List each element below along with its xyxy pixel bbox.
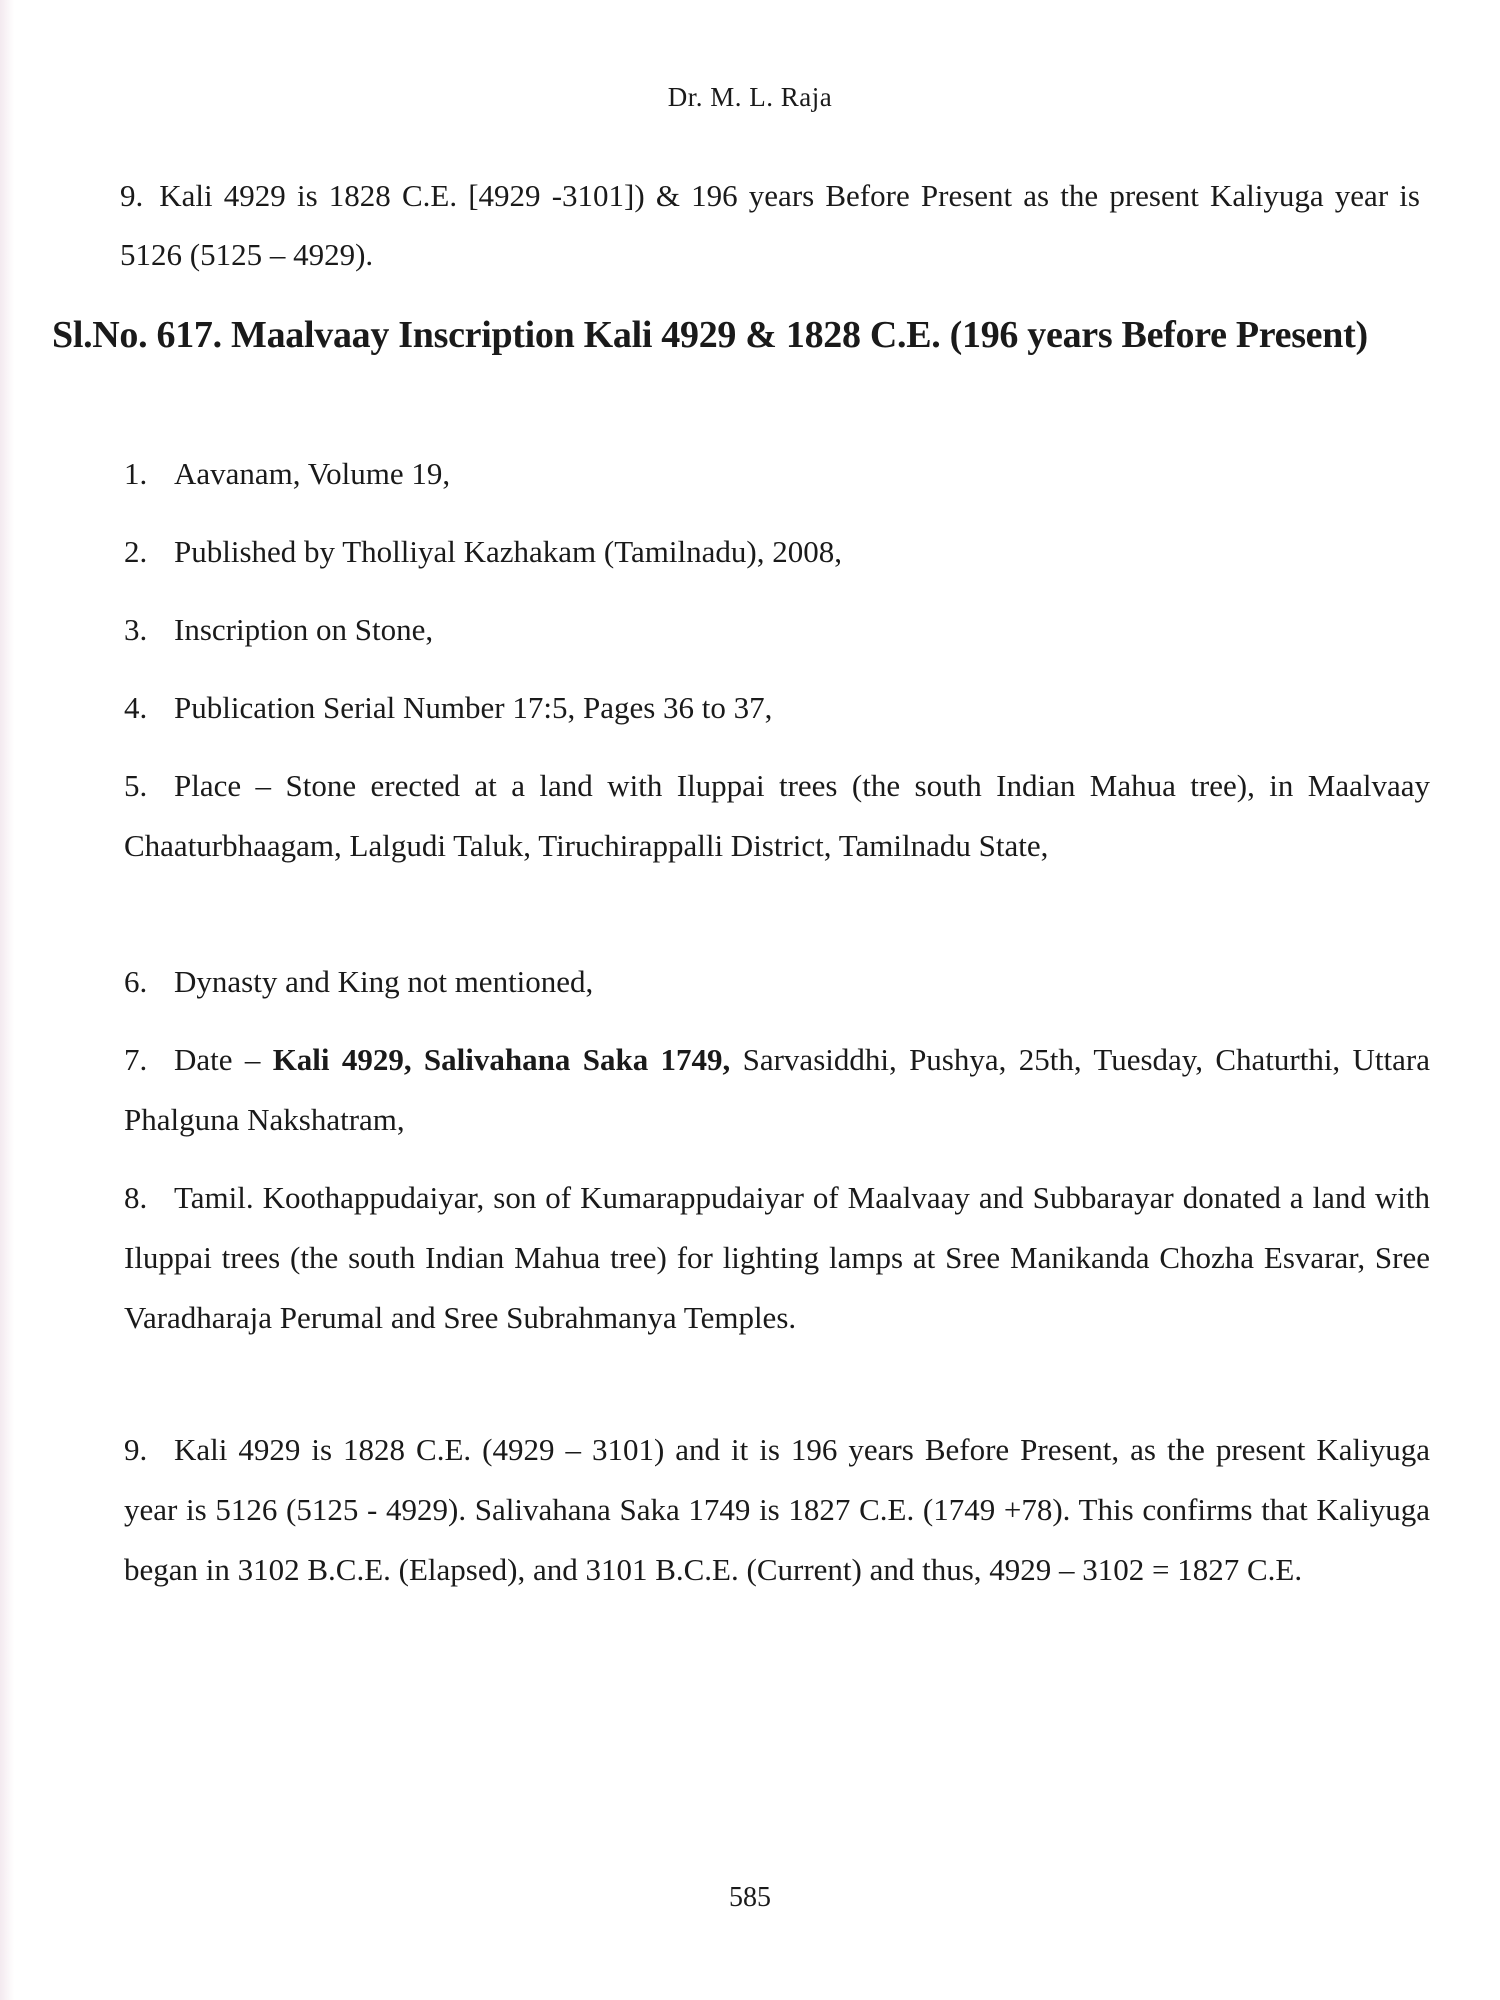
item-text: Place – Stone erected at a land with Iluppai trees (the south Indian Mahua tree), in Maalvaay Chaaturbhaagam, Lalgudi Taluk, Tiruchirappalli District, Tamilnadu State, [124,768,1430,863]
list-item [124,1030,1430,1150]
item-text: Published by Tholliyal Kazhakam (Tamilnadu), 2008, [174,534,842,569]
item-text: Tamil. Koothappudaiyar, son of Kumarappudaiyar of Maalvaay and Subbarayar donated a land with Iluppai trees (the south Indian Mahua tree) for lighting lamps at Sree Manikanda Chozha Esvarar, Sree Varadharaja Perumal and Sree Subrahmanya Temples. [124,1180,1430,1335]
list-item [124,444,1424,504]
item-number: 3. [124,612,148,647]
item-number: 6. [124,964,148,999]
intro-number: 9. [120,178,144,213]
item-number: 5. [124,768,148,803]
list-item [124,1420,1430,1600]
list-item [124,600,1424,660]
item-text: Publication Serial Number 17:5, Pages 36 to 37, [174,690,773,725]
item-text: Kali 4929 is 1828 C.E. (4929 – 3101) and it is 196 years Before Present, as the present Kaliyuga year is 5126 (5125 - 4929). Salivahana Saka 1749 is 1827 C.E. (1749 +78). This confirms that Kaliyuga began in 3102 B.C.E. (Elapsed), and 3101 B.C.E. (Current) and thus, 4929 – 3102 = 1827 C.E. [124,1432,1430,1587]
list-item [124,952,1424,1012]
list-item [124,756,1430,876]
list-item [124,678,1424,738]
intro-text: Kali 4929 is 1828 C.E. [4929 -3101]) & 196 years Before Present as the present Kaliyuga year is 5126 (5125 – 4929). [120,178,1420,272]
item-number: 8. [124,1180,148,1215]
item-number: 2. [124,534,148,569]
running-header: Dr. M. L. Raja [667,82,833,112]
item-number: 1. [124,456,148,491]
intro-paragraph [120,166,1420,284]
page-edge-shadow [0,0,14,2000]
item-text: Dynasty and King not mentioned, [174,964,594,999]
item-number: 9. [124,1432,148,1467]
item-prefix: Date – [174,1042,273,1077]
item-text: Inscription on Stone, [174,612,434,647]
item-number: 7. [124,1042,148,1077]
item-number: 4. [124,690,148,725]
page-number: 585 [729,1882,771,1913]
item-text: Sarvasiddhi, Pushya, 25th, Tuesday, Chaturthi, Uttara Phalguna Nakshatram, [124,1042,1430,1137]
list-item [124,522,1424,582]
item-bold-date: Kali 4929, Salivahana Saka 1749, [272,1042,731,1077]
item-text: Aavanam, Volume 19, [174,456,451,491]
list-item [124,1168,1430,1348]
section-heading: Sl.No. 617. Maalvaay Inscription Kali 4929 & 1828 C.E. (196 years Before Present) [52,314,1368,356]
